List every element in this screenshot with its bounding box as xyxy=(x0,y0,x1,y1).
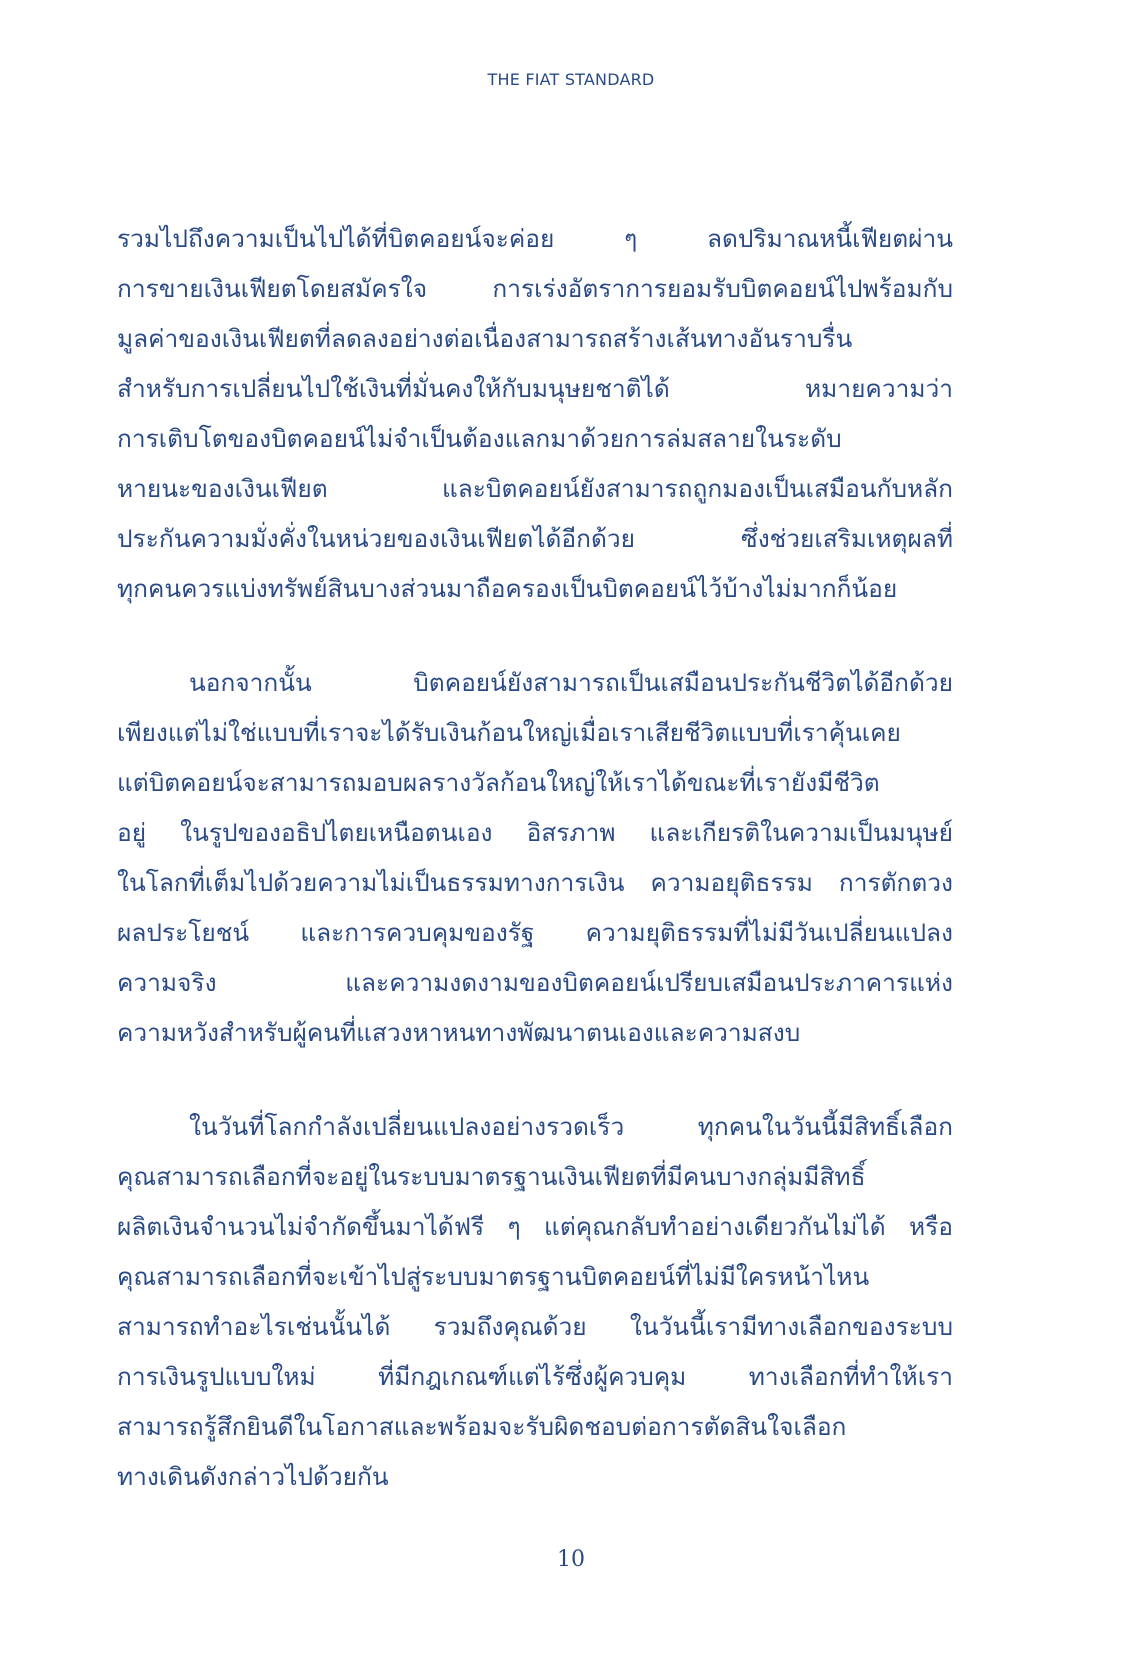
text-line: อยู่ ในรูปของอธิปไตยเหนือตนเอง อิสรภาพ และเกียรติในความเป็นมนุษย์ xyxy=(117,818,953,847)
text-line: สำหรับการเปลี่ยนไปใช้เงินที่มั่นคงให้กับมนุษยชาติได้ หมายความว่า xyxy=(117,374,953,403)
text-line: ในโลกที่เต็มไปด้วยความไม่เป็นธรรมทางการเงิน ความอยุติธรรม การตักตวง xyxy=(117,868,953,897)
text-line: ความหวังสำหรับผู้คนที่แสวงหาหนทางพัฒนาตนเองและความสงบ xyxy=(117,1018,801,1047)
page-body xyxy=(117,214,953,1502)
text-line: ทุกคนควรแบ่งทรัพย์สินบางส่วนมาถือครองเป็นบิตคอยน์ไว้บ้างไม่มากก็น้อย xyxy=(117,574,898,603)
paragraph-2 xyxy=(117,658,953,1058)
text-line: การเติบโตของบิตคอยน์ไม่จำเป็นต้องแลกมาด้วยการล่มสลายในระดับ xyxy=(117,424,842,453)
text-line: แต่บิตคอยน์จะสามารถมอบผลรางวัลก้อนใหญ่ให้เราได้ขณะที่เรายังมีชีวิต xyxy=(117,768,880,797)
text-line: ผลประโยชน์ และการควบคุมของรัฐ ความยุติธรรมที่ไม่มีวันเปลี่ยนแปลง xyxy=(117,918,953,947)
page-number: 10 xyxy=(557,1547,585,1572)
text-line: ผลิตเงินจำนวนไม่จำกัดขึ้นมาได้ฟรี ๆ แต่คุณกลับทำอย่างเดียวกันไม่ได้ หรือ xyxy=(117,1212,953,1241)
text-line: สามารถรู้สึกยินดีในโอกาสและพร้อมจะรับผิดชอบต่อการตัดสินใจเลือก xyxy=(117,1412,847,1441)
text-line: หายนะของเงินเฟียต และบิตคอยน์ยังสามารถถูกมองเป็นเสมือนกับหลัก xyxy=(117,474,953,503)
running-header: THE FIAT STANDARD xyxy=(487,70,655,89)
text-line: มูลค่าของเงินเฟียตที่ลดลงอย่างต่อเนื่องสามารถสร้างเส้นทางอันราบรื่น xyxy=(117,324,853,353)
text-line: เพียงแต่ไม่ใช่แบบที่เราจะได้รับเงินก้อนใหญ่เมื่อเราเสียชีวิตแบบที่เราคุ้นเคย xyxy=(117,718,901,747)
text-line: ประกันความมั่งคั่งในหน่วยของเงินเฟียตได้อีกด้วย ซึ่งช่วยเสริมเหตุผลที่ xyxy=(117,524,953,553)
paragraph-3 xyxy=(117,1102,953,1502)
text-line: คุณสามารถเลือกที่จะอยู่ในระบบมาตรฐานเงินเฟียตที่มีคนบางกลุ่มมีสิทธิ์ xyxy=(117,1162,866,1191)
text-line: การเงินรูปแบบใหม่ ที่มีกฎเกณฑ์แต่ไร้ซึ่งผู้ควบคุม ทางเลือกที่ทำให้เรา xyxy=(117,1362,953,1391)
paragraph-1 xyxy=(117,214,953,614)
text-line: ในวันที่โลกกำลังเปลี่ยนแปลงอย่างรวดเร็ว ทุกคนในวันนี้มีสิทธิ์เลือก xyxy=(189,1112,953,1141)
text-line: ความจริง และความงดงามของบิตคอยน์เปรียบเสมือนประภาคารแห่ง xyxy=(117,968,953,997)
text-line: การขายเงินเฟียตโดยสมัครใจ การเร่งอัตราการยอมรับบิตคอยน์ไปพร้อมกับ xyxy=(117,274,953,303)
text-line: รวมไปถึงความเป็นไปได้ที่บิตคอยน์จะค่อย ๆ ลดปริมาณหนี้เฟียตผ่าน xyxy=(117,224,953,253)
text-line: คุณสามารถเลือกที่จะเข้าไปสู่ระบบมาตรฐานบิตคอยน์ที่ไม่มีใครหน้าไหน xyxy=(117,1262,870,1291)
text-line: นอกจากนั้น บิตคอยน์ยังสามารถเป็นเสมือนประกันชีวิตได้อีกด้วย xyxy=(189,668,953,697)
text-line: ทางเดินดังกล่าวไปด้วยกัน xyxy=(117,1462,389,1491)
text-line: สามารถทำอะไรเช่นนั้นได้ รวมถึงคุณด้วย ในวันนี้เรามีทางเลือกของระบบ xyxy=(117,1312,953,1341)
